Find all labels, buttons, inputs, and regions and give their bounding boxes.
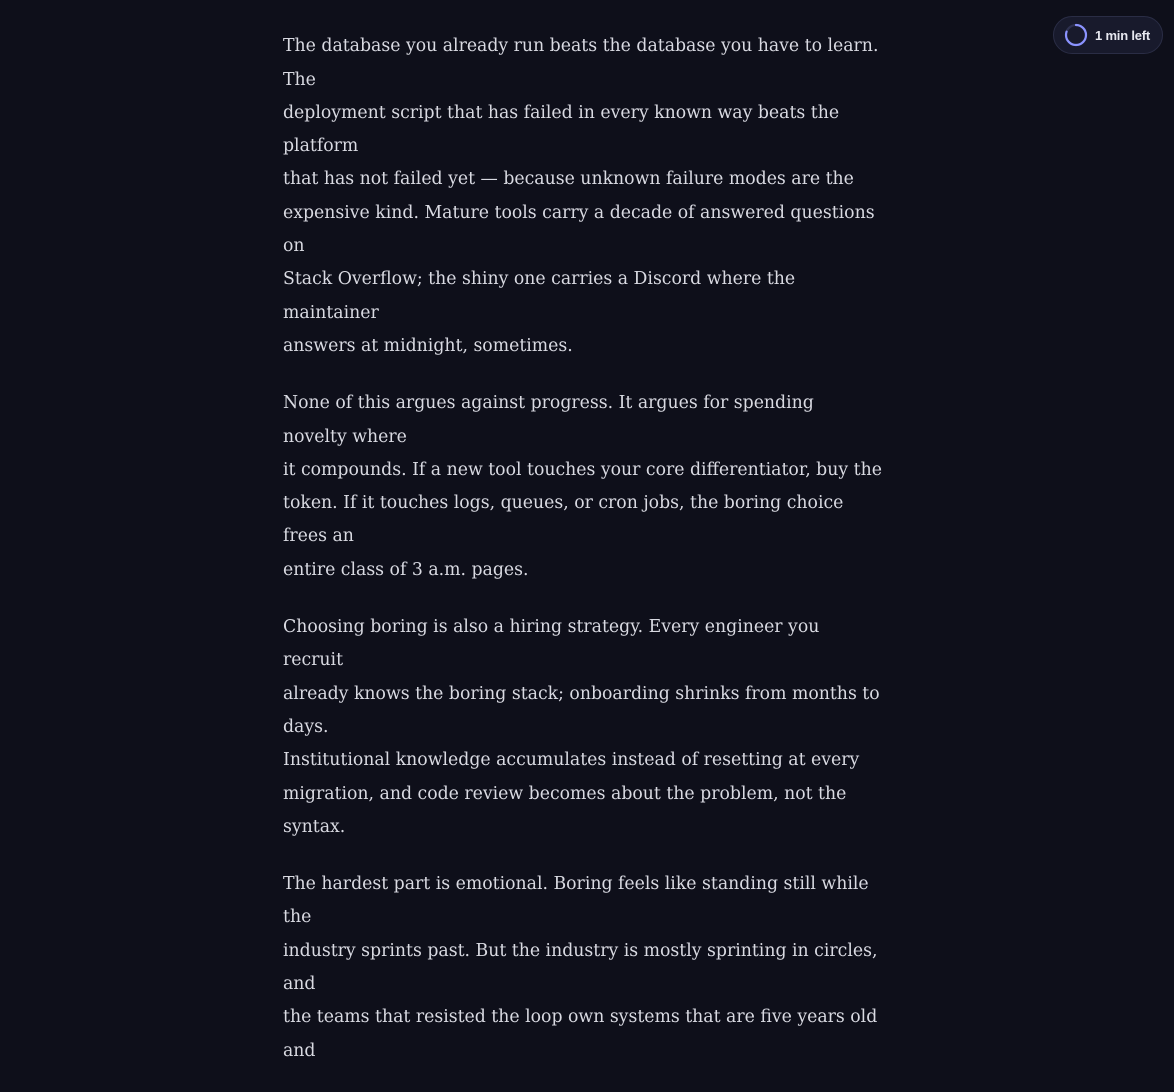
reading-time-indicator xyxy=(1053,16,1163,54)
reading-progress-ring-icon xyxy=(1063,22,1089,48)
article-paragraph: Choosing boring is also a hiring strategy. Every engineer you recruit already knows the boring stack; onboarding shrinks from months to days. Institutional knowledge accumulates instead of resetting at every migration, and code review becomes about the problem, not the syntax. xyxy=(283,617,880,837)
time-left-label: 1 min left xyxy=(1095,27,1151,43)
article-paragraph: None of this argues against progress. It argues for spending novelty where it compounds. If a new tool touches your core differentiator, buy the token. If it touches logs, queues, or cron jobs, the boring choice frees an entire class of 3 a.m. pages. xyxy=(283,393,882,580)
article-paragraph: The database you already run beats the database you have to learn. The deployment script that has failed in every known way beats the platform that has not failed yet — because unknown failure modes are the expensive kind. Mature tools carry a decade of answered questions on Stack Overflow; the shiny one carries a Discord where the maintainer answers at midnight, sometimes. xyxy=(283,36,879,356)
article-paragraph: The hardest part is emotional. Boring feels like standing still while the industry sprints past. But the industry is mostly sprinting in circles, and the teams that resisted the loop own systems that are five years old and xyxy=(283,874,878,1061)
article-body xyxy=(283,0,883,1092)
article-paragraph xyxy=(283,0,883,6)
